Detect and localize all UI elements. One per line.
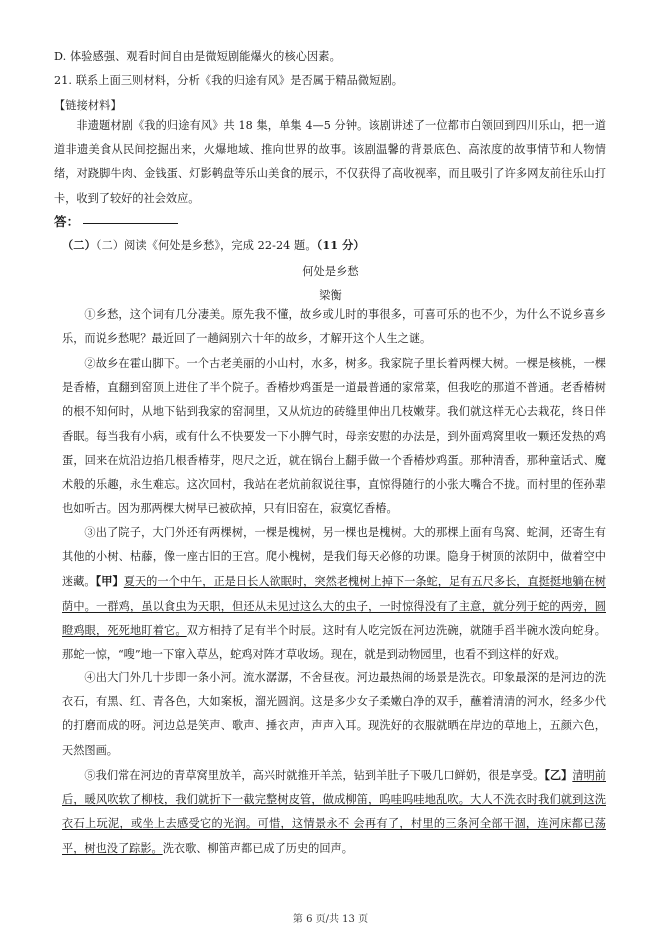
question-21: 21. 联系上面三则材料，分析《我的归途有风》是否属于精品微短剧。 xyxy=(54,74,404,87)
section-instruction: （二）阅读《何处是乡愁》，完成 22-24 题。 xyxy=(95,239,317,252)
section-score: （11 分） xyxy=(316,238,365,252)
answer-blank[interactable] xyxy=(83,222,178,224)
page-footer: 第 6 页/共 13 页 xyxy=(292,914,369,925)
paragraph-1: ①乡愁，这个词有几分凄美。原先我不懂，故乡或儿时的事很多，可喜可乐的也不少，为什么不说乡喜乡乐，而说乡愁呢？最近回了一趟阔别六十年的故乡，才解开这个人生之谜。 xyxy=(62,308,606,346)
p3-text: ③出了院子，大门外还有两棵树，一棵是槐树，另一棵也是槐树。大的那棵上面有鸟窝、蛇洞，还寄生有其他的小树、枯藤，像一座古旧的王宫。爬小槐树，是我们每天必修的功课。隐身于树顶的浓阴中，做着空中迷藏。 xyxy=(62,526,606,589)
article-author: 梁衡 xyxy=(319,289,342,302)
link-material-label: 【链接材料】 xyxy=(54,99,122,112)
p5-text-after: 洗衣歌、柳笛声都已成了历史的回声。 xyxy=(162,841,353,855)
option-d: D. 体验感强、观看时间自由是微短剧能爆火的核心因素。 xyxy=(54,50,341,63)
answer-row xyxy=(54,212,178,230)
p3-marker: 【甲】 xyxy=(95,574,124,589)
paragraph-5 xyxy=(62,763,606,861)
answer-label: 答： xyxy=(54,214,80,229)
p5-underlined: 清明前后，暖风吹软了柳枝，我们就折下一截完整树皮管，做成柳笛，呜哇呜哇地乱吹。大人不洗衣时我们就到这洗衣石上玩泥，或坐上去感受它的光润。可惜，这情景永不 会再有了，村里的三条河全部干涸，连河床都已荡平，树也没了踪影。 xyxy=(62,769,606,855)
section-heading xyxy=(62,237,365,253)
link-material-text: 非遗题材剧《我的归途有风》共 18 集，单集 4—5 分钟。该剧讲述了一位都市白领回到四川乐山，把一道道非遗美食从民间挖掘出来，火爆地域、推向世界的故事。该剧温馨的背景底色、高浓度的故事情节和人物情绪，对跷脚牛肉、金钱蛋、灯影鹌盘等乐山美食的展示，不仅获得了高收视率，而且吸引了许多网友前往乐山打卡，收到了较好的社会效应。 xyxy=(54,119,606,205)
p3-underlined: 夏天的一个中午，正是日长人欲眠时，突然老槐树上掉下一条蛇，足有五尺多长，直挺挺地躺在树荫中。一群鸡，虽以食虫为天职，但还从未见过这么大的虫子，一时惊得没有了主意，就分列于蛇的两旁，圆瞪鸡眼，死死地盯着它。 xyxy=(62,575,606,637)
p5-text: ⑤我们常在河边的青草窝里放羊，高兴时就推开羊羔，钻到羊肚子下吸几口鲜奶，很是享受。 xyxy=(84,769,545,782)
paragraph-2: ②故乡在霍山脚下。一个古老美丽的小山村，水多，树多。我家院子里长着两棵大树。一棵是核桃，一棵是香椿，直翻到窑顶上进住了半个院子。香椿炒鸡蛋是一道最普通的家常菜，但我吃的那道不普通。老香椿树的根不知何时，从地下钻到我家的窑洞里，又从炕边的砖缝里伸出几枝嫩芽。我们就这样无心去栽花，终日伴香眠。每当我有小病，或有什么不快要发一下小脾气时，母亲安慰的办法是，到外面鸡窝里收一颗还发热的鸡蛋，回来在炕沿边掐几根香椿芽，咫尺之近，就在锅台上翻手做一个香椿炒鸡蛋。那种清香，那种童话式、魔术般的乐趣，永生难忘。这次回村，我站在老炕前叙说往事，直惊得随行的小张大嘴合不拢。而村里的侄孙辈也如听古。因为那两棵大树早已被砍掉，只有旧窑在，寂寞忆香椿。 xyxy=(62,357,606,516)
paragraph-4: ④出大门外几十步即一条小河。流水潺潺，不舍昼夜。河边最热闹的场景是洗衣。印象最深的是河边的洗衣石，有黑、红、青各色，大如案板，溜光圆润。这是多少女子柔嫩白净的双手，蘸着清清的河水，经多少代的打磨而成的呀。河边总是笑声、歌声、捶衣声，声声入耳。现洗好的衣服就晒在岸边的草地上，五颜六色，天然图画。 xyxy=(62,671,606,757)
paragraph-3 xyxy=(62,521,606,667)
p5-marker: 【乙】 xyxy=(544,768,573,782)
section-number: （二） xyxy=(62,238,96,252)
p3-text-after: 双方相持了足有半个时辰。这时有人吃完饭在河边洗碗，就随手舀半碗水泼向蛇身。那蛇一惊，“嗖”地一下窜入草丛，蛇鸡对阵才草收场。现在，就是到动物园里，也看不到这样的好戏。 xyxy=(62,623,606,662)
article-title: 何处是乡愁 xyxy=(302,265,359,278)
